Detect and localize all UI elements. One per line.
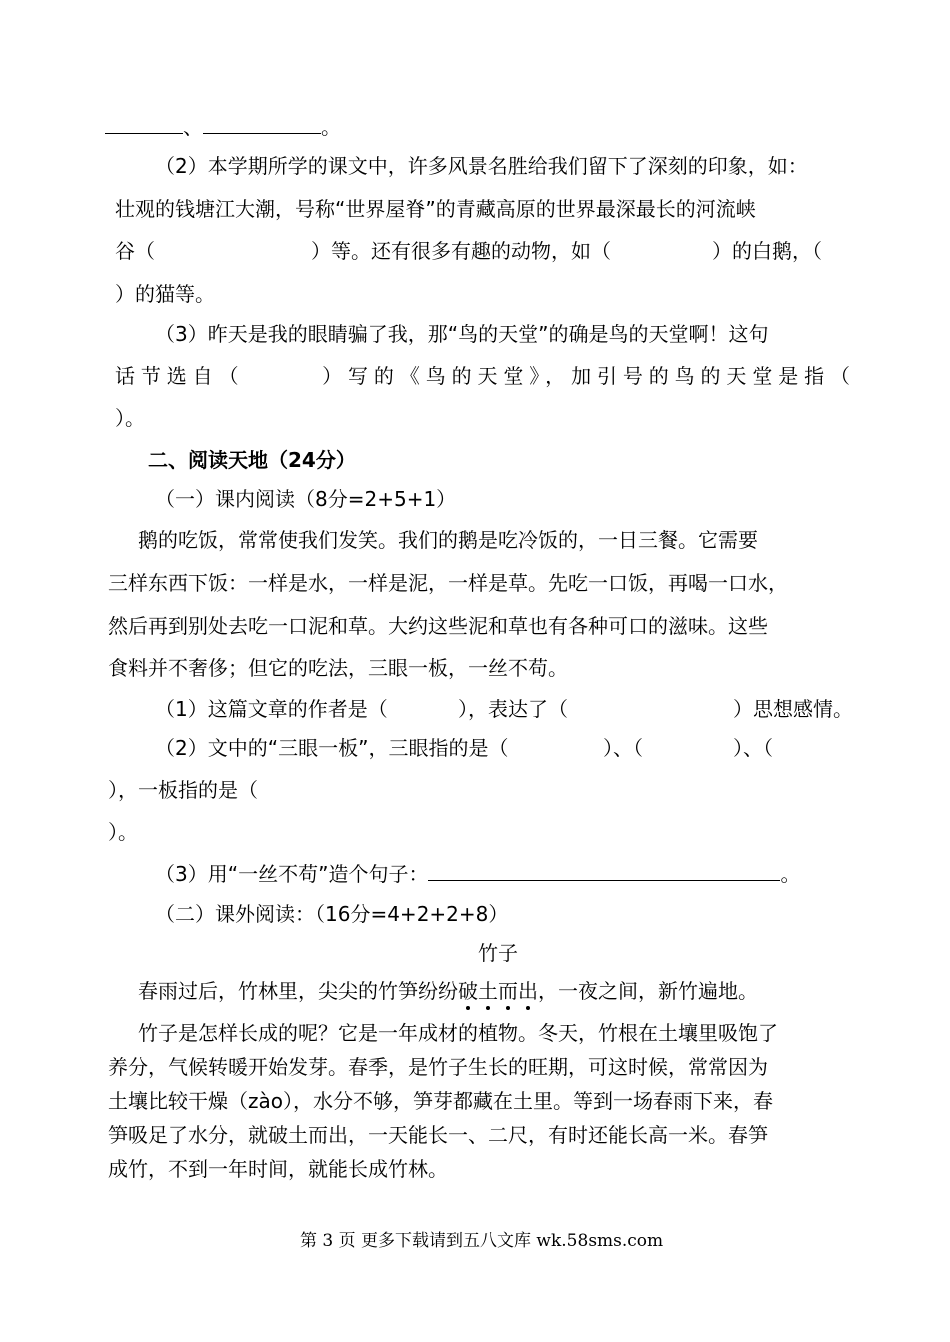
qa-2-end: ）、（: [733, 736, 773, 760]
q3-line-1: （3）昨天是我的眼睛骗了我，那“鸟的天堂”的确是鸟的天堂啊！这句: [155, 322, 769, 346]
q2-line-3-start: 谷（: [115, 239, 155, 263]
subsection-heading-1: （一）课内阅读（8分=2+5+1）: [155, 487, 457, 511]
article-line: 养分，气候转暖开始发芽。春季，是竹子生长的旺期，可这时候，常常因为: [108, 1055, 768, 1079]
qa-1-end: ）思想感情。: [733, 697, 853, 721]
q2-line-2: 壮观的钱塘江大潮，号称“世界屋脊”的青藏高原的世界最深最长的河流峡: [115, 197, 756, 221]
q3-line-2: 话节选自（ ）写的《鸟的天堂》，加引号的鸟的天堂是指（: [115, 364, 850, 388]
passage-line: 鹅的吃饭，常常使我们发笑。我们的鹅是吃冷饭的，一日三餐。它需要: [138, 528, 758, 552]
dotted-char: 破: [458, 979, 478, 1003]
article-line: 成竹，不到一年时间，就能长成竹林。: [108, 1157, 448, 1181]
subsection-heading-2: （二）课外阅读：（16分=4+2+2+8）: [155, 902, 509, 926]
article-title: 竹子: [478, 941, 518, 965]
passage-line: 然后再到别处去吃一口泥和草。大约这些泥和草也有各种可口的滋味。这些: [108, 614, 768, 638]
dotted-char: 土: [478, 979, 498, 1003]
qa-line-1: [155, 696, 865, 722]
qa-line-3: ），一板指的是（: [108, 778, 258, 802]
section-heading: 二、阅读天地（24分）: [148, 448, 356, 472]
qa-line-5: [155, 860, 800, 887]
qa-5-start: （3）用“一丝不苟”造个句子：: [155, 862, 429, 886]
q2-line-3-end: ）的白鹅，（: [712, 239, 822, 263]
article-line: 竹子是怎样长成的呢？它是一年成材的植物。冬天，竹根在土壤里吸饱了: [138, 1021, 778, 1045]
article-line: 笋吸足了水分，就破土而出，一天能长一、二尺，有时还能长高一米。春笋: [108, 1123, 768, 1147]
passage-line: 三样东西下饭：一样是水，一样是泥，一样是草。先吃一口饭，再喝一口水，: [108, 571, 788, 595]
period: 。: [321, 115, 341, 139]
q1-blanks-line: [105, 113, 341, 140]
p1-end: ，一夜之间，新竹遍地。: [538, 979, 758, 1003]
q3-line-3: ）。: [115, 406, 145, 430]
qa-2-mid: ）、（: [603, 736, 643, 760]
p1-start: 春雨过后，竹林里，尖尖的竹笋纷纷: [138, 979, 458, 1003]
q2-line-4: ）的猫等。: [115, 282, 215, 306]
qa-1-start: （1）这篇文章的作者是（: [155, 697, 388, 721]
q2-line-1: （2）本学期所学的课文中，许多风景名胜给我们留下了深刻的印象，如：: [155, 154, 808, 178]
dotted-char: 而: [498, 979, 518, 1003]
passage-line: 食料并不奢侈；但它的吃法，三眼一板，一丝不苟。: [108, 656, 568, 680]
qa-1-mid: ），表达了（: [458, 697, 568, 721]
qa-5-end: 。: [780, 862, 801, 886]
separator: 、: [183, 115, 203, 139]
article-paragraph-1: [138, 978, 758, 1004]
q2-line-3-mid: ）等。还有很多有趣的动物，如（: [311, 239, 611, 263]
qa-2-start: （2）文中的“三眼一板”，三眼指的是（: [155, 736, 509, 760]
answer-blank[interactable]: [203, 113, 321, 134]
sentence-blank[interactable]: [428, 860, 780, 881]
page-footer: 第 3 页 更多下载请到五八文库 wk.58sms.com: [300, 1231, 664, 1251]
article-line: 土壤比较干燥（zào），水分不够，笋芽都藏在土里。等到一场春雨下来，春: [108, 1089, 773, 1113]
answer-blank[interactable]: [105, 113, 183, 134]
qa-line-4: ）。: [108, 820, 138, 844]
dotted-char: 出: [518, 979, 538, 1003]
qa-line-2: [155, 735, 855, 761]
q2-line-3: [115, 238, 850, 264]
